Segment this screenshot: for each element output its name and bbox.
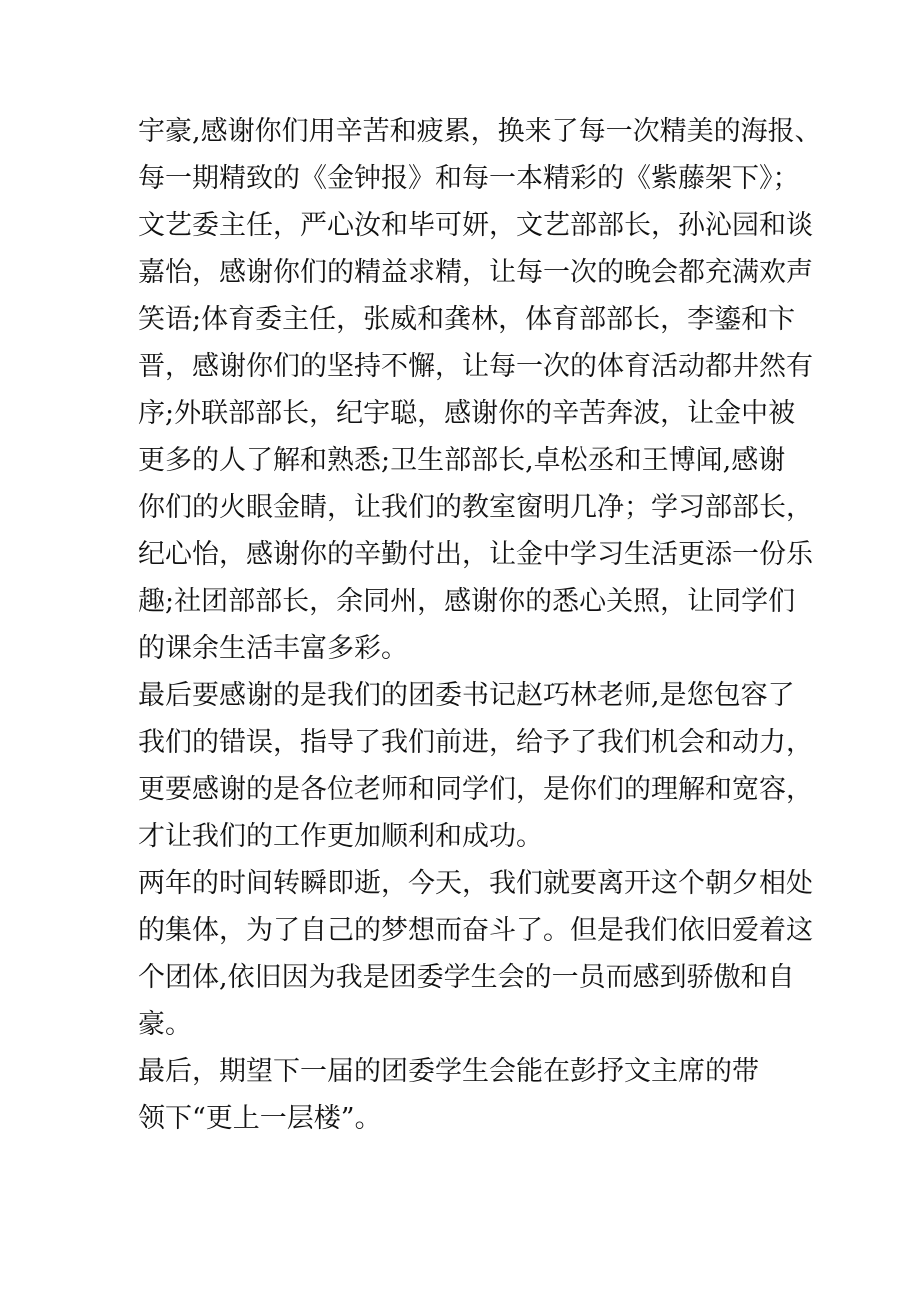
text-line: 我们的错误，指导了我们前进，给予了我们机会和动力， — [138, 727, 813, 758]
text-line: 两年的时间转瞬即逝，今天，我们就要离开这个朝夕相处 — [138, 868, 813, 899]
text-line: 更要感谢的是各位老师和同学们，是你们的理解和宽容， — [138, 774, 813, 805]
text-line: 嘉怡，感谢你们的精益求精，让每一次的晚会都充满欢声 — [138, 257, 813, 288]
text-line: 文艺委主任，严心汝和毕可妍，文艺部部长，孙沁园和谈 — [138, 210, 813, 241]
text-line: 晋，感谢你们的坚持不懈，让每一次的体育活动都井然有 — [138, 351, 813, 382]
text-line: 最后要感谢的是我们的团委书记赵巧林老师,是您包容了 — [138, 680, 795, 711]
text-line: 领下“更上一层楼”。 — [138, 1103, 382, 1134]
text-line: 笑语;体育委主任，张威和龚林，体育部部长，李鎏和卞 — [138, 304, 796, 335]
text-line: 更多的人了解和熟悉;卫生部部长,卓松丞和王博闻,感谢 — [138, 445, 786, 476]
text-line: 最后，期望下一届的团委学生会能在彭抒文主席的带 — [138, 1056, 759, 1087]
text-line: 宇豪,感谢你们用辛苦和疲累，换来了每一次精美的海报、 — [138, 116, 822, 147]
text-line: 才让我们的工作更加顺利和成功。 — [138, 821, 543, 852]
document-body — [138, 108, 822, 1142]
text-line: 序;外联部部长，纪宇聪，感谢你的辛苦奔波，让金中被 — [138, 398, 796, 429]
text-line: 你们的火眼金睛，让我们的教室窗明几净；学习部部长， — [138, 492, 813, 523]
text-line: 纪心怡，感谢你的辛勤付出，让金中学习生活更添一份乐 — [138, 539, 813, 570]
text-line: 的集体，为了自己的梦想而奋斗了。但是我们依旧爱着这 — [138, 915, 813, 946]
text-line: 每一期精致的《金钟报》和每一本精彩的《紫藤架下》； — [138, 163, 800, 194]
text-line: 豪。 — [138, 1009, 192, 1040]
text-line: 个团体,依旧因为我是团委学生会的一员而感到骄傲和自 — [138, 962, 795, 993]
text-line: 的课余生活丰富多彩。 — [138, 633, 408, 664]
text-line: 趣;社团部部长，余同州，感谢你的悉心关照，让同学们 — [138, 586, 796, 617]
